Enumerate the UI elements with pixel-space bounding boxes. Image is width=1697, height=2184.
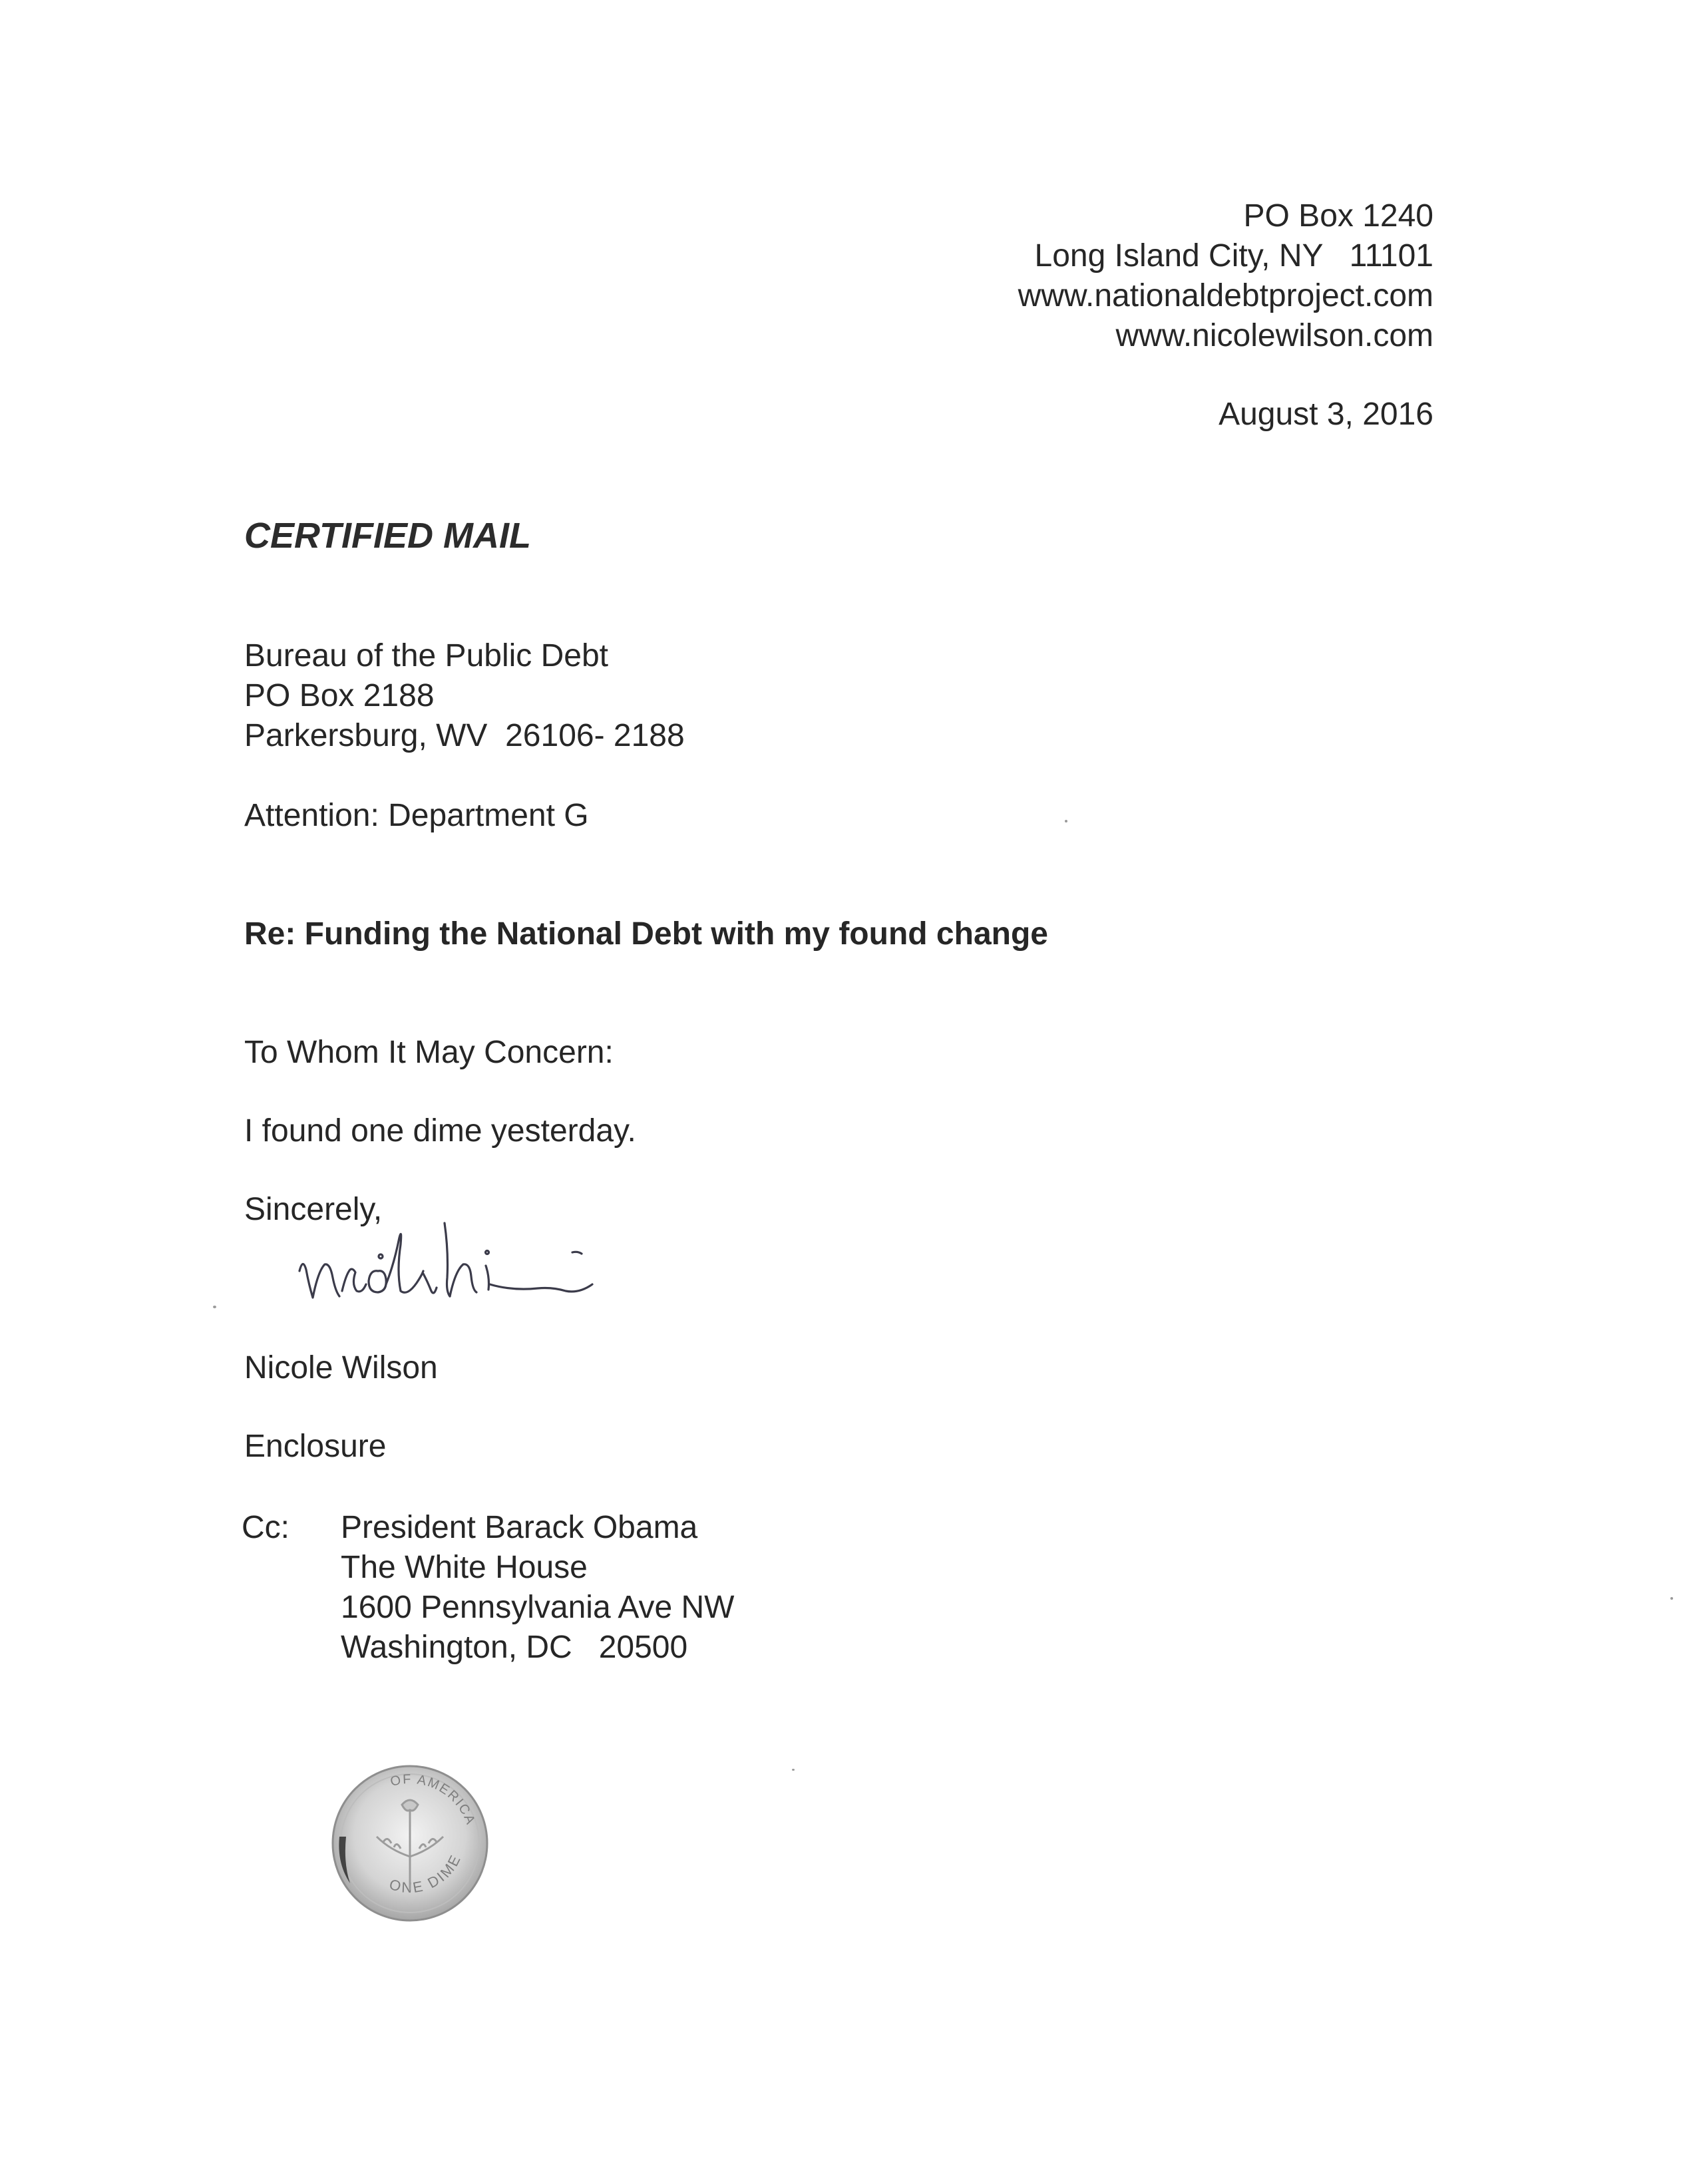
- sender-website-2: www.nicolewilson.com: [1115, 318, 1433, 353]
- attention-line: Attention: Department G: [244, 798, 589, 833]
- sender-address-line1: PO Box 1240: [1243, 198, 1433, 234]
- cc-address-line3: Washington, DC 20500: [341, 1630, 688, 1665]
- scan-speck: [213, 1306, 216, 1308]
- signer-name: Nicole Wilson: [244, 1350, 438, 1385]
- cc-recipient-block: [341, 1508, 734, 1668]
- closing: Sincerely,: [244, 1192, 383, 1227]
- scan-speck: [792, 1769, 795, 1771]
- certified-mail-heading: CERTIFIED MAIL: [244, 516, 531, 556]
- cc-label: Cc:: [242, 1510, 289, 1545]
- recipient-address-line1: PO Box 2188: [244, 678, 435, 713]
- dime-coin-image: [330, 1763, 490, 1923]
- sender-address-line2: Long Island City, NY 11101: [1034, 238, 1433, 273]
- scan-speck: [1065, 820, 1067, 822]
- cc-address-line1: The White House: [341, 1550, 588, 1585]
- body-text: I found one dime yesterday.: [244, 1113, 636, 1149]
- enclosure-note: Enclosure: [244, 1429, 387, 1464]
- scan-speck: [1670, 1597, 1673, 1600]
- cc-recipient-name: President Barack Obama: [341, 1510, 698, 1545]
- recipient-name: Bureau of the Public Debt: [244, 638, 609, 673]
- cc-address-line2: 1600 Pennsylvania Ave NW: [341, 1590, 735, 1625]
- dime-top-inscription: OF AMERICA: [389, 1771, 478, 1828]
- sender-website-1: www.nationaldebtproject.com: [1018, 278, 1433, 313]
- letter-date: August 3, 2016: [1219, 397, 1433, 432]
- recipient-address-line2: Parkersburg, WV 26106- 2188: [244, 718, 685, 753]
- subject-line: Re: Funding the National Debt with my found change: [244, 916, 1048, 952]
- dime-bottom-inscription: ONE DIME: [387, 1851, 465, 1897]
- salutation: To Whom It May Concern:: [244, 1035, 614, 1070]
- handwritten-signature: [286, 1191, 659, 1324]
